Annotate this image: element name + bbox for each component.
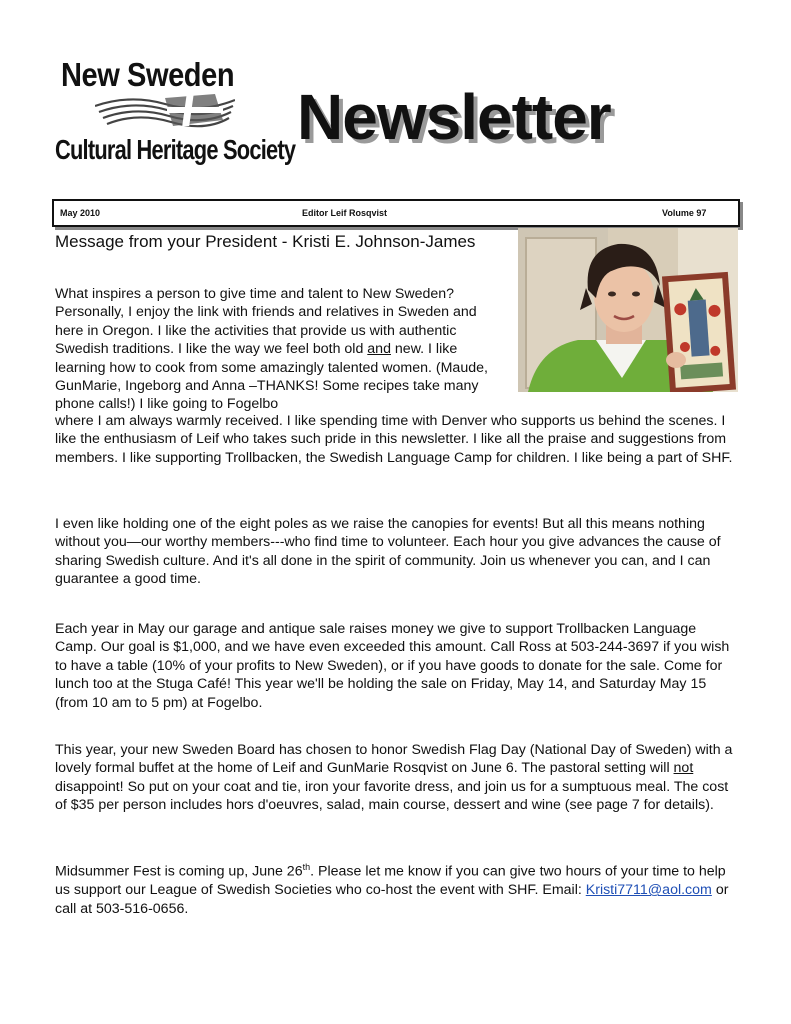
paragraph-2: I even like holding one of the eight poles as we raise the canopies for events! But all this means nothing without you—our worthy members---who find time to volunteer. Each hour you give advances the cause of sharing Swedish culture. And it's all done in the spirit of community. Join us whenever you can, and I can guarantee a good time. [55,516,721,588]
para-4-underlined-word: not [673,760,694,777]
flag-emblem-icon [95,92,235,134]
para-4-text-a: This year, your new Sweden Board has chosen to honor Swedish Flag Day (National Day of Sweden) with a lovely formal buffet at the home of Leif and GunMarie Rosqvist on June 6. The pastoral setting will [55,742,733,777]
para-5-superscript: th [302,862,311,872]
para-5-text-b: . Please let me know if you can give two hours of your time to help us support our League of Swedish Societies who co-host the event with SHF. Email: [55,863,726,899]
para-5-text-a: Midsummer Fest is coming up, June 26 [55,863,303,880]
paragraph-5 [55,858,737,918]
para-1-text-b: new. I like learning how to cook from some amazingly talented women. (Maude, GunMarie, Ingeborg and Anna –THANKS! Some recipes take many phone calls!) I like going to Fogelbo [55,341,488,413]
paragraph-3: Each year in May our garage and antique sale raises money we give to support Trollbacken Language Camp. Our goal is $1,000, and we have even exceeded this amount. Call Ross at 503-244-3697 if you wish to have a table (10% of your profits to New Sweden), or if you have goods to donate for the sale. Come for lunch too at the Stuga Café! This year we'll be holding the sale on Friday, May 14, and Saturday May 15 (from 10 am to 5 pm) at Fogelbo. [55,621,730,711]
para-4-text-b: disappoint! So put on your coat and tie, iron your favorite dress, and join us for a sumptuous meal. The cost of $35 per person includes hors d'oeuvres, salad, main course, dessert and wine (see page 7 for details). [55,778,729,814]
society-logo [55,52,296,192]
newsletter-title: Newsletter [297,81,611,153]
issue-info-bar [52,199,740,227]
paragraph-4 [55,741,737,815]
article-heading: Message from your President - Kristi E. Johnson-James [55,232,476,251]
logo-line-2: Cultural Heritage Society [55,134,296,165]
paragraph-1-bottom: where I am always warmly received. I like spending time with Denver who supports us behind the scenes. I like the enthusiasm of Leif who takes such pride in this newsletter. I like all the praise and suggestions from members. I like supporting Trollbacken, the Swedish Language Camp for children. I like being a part of SHF. [55,413,733,466]
para-1-underlined-word: and [367,341,391,358]
issue-date: May 2010 [60,208,101,218]
email-link[interactable]: Kristi7711@aol.com [585,882,712,899]
paragraph-1-top [55,285,505,414]
portrait-image [518,228,738,392]
issue-editor: Editor Leif Rosqvist [302,208,388,218]
logo-line-1: New Sweden [61,56,235,93]
para-1-text-a: What inspires a person to give time and talent to New Sweden? Personally, I enjoy the link with friends and relatives in Sweden and here in Oregon. I like the activities that provide us with authentic Swedish traditions. I like the way we feel both old [55,286,477,358]
para-5-text-c: or call at 503-516-0656. [55,882,729,917]
president-photo [518,228,738,392]
issue-volume: Volume 97 [662,208,707,218]
